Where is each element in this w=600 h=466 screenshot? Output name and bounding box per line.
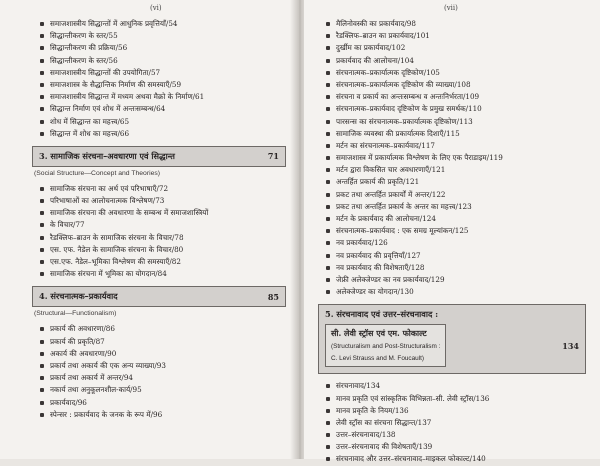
toc-entry: रैडक्लिफ–ब्राउन के सामाजिक संरचना के विचार/78 — [38, 232, 286, 244]
toc-entry: एस. एफ. नैडेल के सामाजिक संरचना के विचार/80 — [38, 244, 286, 256]
chapter-subtitle-line: (Structuralism and Post-Structuralism : — [331, 343, 441, 351]
toc-entry: समाजशास्त्रीय सिद्धान्तों में आधुनिक प्रवृत्तियाँ/54 — [38, 18, 286, 30]
toc-entry: अलेक्जेण्डर का योगदान/130 — [324, 286, 586, 298]
toc-entry: समाजशास्त्रीय सिद्धान्त में मध्यम अथवा मैक्रो के निर्माण/61 — [38, 91, 286, 103]
toc-entry: संरचनात्मक–प्रकार्यात्मक दृष्टिकोण की व्याख्या/108 — [324, 79, 586, 91]
chapter-inner-title: सी. लेवी स्ट्रॉस एवं एम. फोकाल्ट — [331, 328, 427, 339]
toc-list — [38, 183, 286, 281]
chapter-subtitle: (Structural—Functionalism) — [34, 310, 117, 318]
toc-entry: अकार्य की अवधारणा/90 — [38, 348, 286, 360]
toc-entry: सिद्धान्तीकरण की प्रक्रिया/56 — [38, 42, 286, 54]
toc-entry: मैलिनोवस्की का प्रकार्यवाद/98 — [324, 18, 586, 30]
chapter-subtitle-box — [325, 324, 446, 367]
toc-entry: एस.एफ. नैडेल–भूमिका विश्लेषण की समस्याएँ/82 — [38, 256, 286, 268]
page-number: (vii) — [444, 4, 458, 12]
toc-entry: नव प्रकार्यवाद की विशेषताएँ/128 — [324, 262, 586, 274]
toc-list — [324, 18, 586, 298]
toc-entry: नकार्य तथा अनुकूलनशील-कार्य/95 — [38, 384, 286, 396]
chapter-subtitle: (Social Structure—Concept and Theories) — [34, 169, 161, 177]
toc-list — [38, 18, 286, 140]
chapter-subtitle-line: C. Levi Strauss and M. Foucault) — [331, 355, 425, 363]
toc-entry: अन्तर्हित प्रकार्य की प्रकृति/121 — [324, 176, 586, 188]
toc-entry: प्रकार्यवाद की आलोचना/104 — [324, 55, 586, 67]
chapter-title: 5. संरचनावाद एवं उत्तर–संरचनावाद : — [325, 309, 439, 320]
toc-entry: संरचनात्मक–प्रकार्यवाद दृष्टिकोण के प्रमुख समर्थक/110 — [324, 103, 586, 115]
toc-entry: जेफ्री अलेक्जेण्डर का नव प्रकार्यवाद/129 — [324, 274, 586, 286]
toc-entry: संरचनात्मक–प्रकार्यवाद : एक समग्र मूल्यांकन/125 — [324, 225, 586, 237]
toc-entry: प्रकार्य की प्रकृति/87 — [38, 336, 286, 348]
toc-entry: उत्तर–संरचनावाद/138 — [324, 429, 586, 441]
toc-entry: के विचार/77 — [38, 219, 286, 231]
toc-entry: संरचनावाद/134 — [324, 380, 586, 392]
left-page — [0, 0, 296, 459]
chapter-page: 85 — [267, 291, 279, 302]
chapter-title: 3. सामाजिक संरचना–अवधारणा एवं सिद्धान्त — [39, 150, 175, 161]
chapter-title: 4. संरचनात्मक–प्रकार्यवाद — [39, 291, 118, 302]
toc-entry: नव प्रकार्यवाद की प्रवृत्तियाँ/127 — [324, 250, 586, 262]
toc-entry: सिद्धान्त निर्माण एवं शोध में अन्तःसम्बन्ध/64 — [38, 103, 286, 115]
toc-entry: नव प्रकार्यवाद/126 — [324, 237, 586, 249]
page-number: (vi) — [150, 4, 162, 12]
toc-entry: मर्टन का संरचनात्मक–प्रकार्यवाद/117 — [324, 140, 586, 152]
toc-entry: सामाजिक व्यवस्था की प्रकार्यात्मक दिशाएँ/115 — [324, 128, 586, 140]
chapter-heading — [32, 146, 286, 177]
toc-entry: प्रकार्यवाद/96 — [38, 397, 286, 409]
toc-entry: समाजशास्त्र के सैद्धान्तिक निर्माण की समस्याएँ/59 — [38, 79, 286, 91]
toc-entry: रैडक्लिफ–ब्राउन का प्रकार्यवाद/101 — [324, 30, 586, 42]
toc-entry: सिद्धान्तीकरण के स्तर/56 — [38, 55, 286, 67]
toc-entry: संरचना व प्रकार्य का अन्तःसम्बन्ध व अन्तःनिर्भरता/109 — [324, 91, 586, 103]
toc-entry: पारसन्स का संरचनात्मक–प्रकार्यात्मक दृष्टिकोण/113 — [324, 116, 586, 128]
toc-entry: सामाजिक संरचना का अर्थ एवं परिभाषाएँ/72 — [38, 183, 286, 195]
toc-entry: मर्टन के प्रकार्यवाद की आलोचना/124 — [324, 213, 586, 225]
toc-list — [324, 380, 586, 465]
toc-entry: सामाजिक संरचना में भूमिका का योगदान/84 — [38, 268, 286, 280]
toc-entry: प्रकार्य की अवधारणा/86 — [38, 323, 286, 335]
chapter-page: 134 — [562, 340, 579, 351]
chapter-heading — [318, 304, 586, 374]
toc-entry: मानव प्रकृति एवं सांस्कृतिक विभिन्नता–सी. लेवी स्ट्रॉस/136 — [324, 393, 586, 405]
toc-entry: प्रकार्य तथा अकार्य की एक अन्य व्याख्या/93 — [38, 360, 286, 372]
toc-entry: मर्टन द्वारा विकसित चार अवधारणाएँ/121 — [324, 164, 586, 176]
right-page — [304, 0, 600, 464]
chapter-page: 71 — [267, 151, 279, 162]
toc-entry: दुर्खीम का प्रकार्यवाद/102 — [324, 42, 586, 54]
toc-entry: सिद्धान्तीकरण के स्तर/55 — [38, 30, 286, 42]
toc-entry: लेवी स्ट्रॉस का संरचना सिद्धान्त/137 — [324, 417, 586, 429]
toc-entry: प्रकट तथा अन्तर्हित प्रकार्यों में अन्तर/122 — [324, 189, 586, 201]
toc-entry: शोध में सिद्धान्त का महत्त्व/65 — [38, 116, 286, 128]
chapter-heading — [32, 286, 286, 317]
toc-entry: उत्तर–संरचनावाद की विशेषताएँ/139 — [324, 441, 586, 453]
toc-entry: सामाजिक संरचना की अवधारणा के सम्बन्ध में समाजशास्त्रियों — [38, 207, 286, 219]
toc-entry: समाजशास्त्र में प्रकार्यात्मक विश्लेषण के लिए एक पैराडाइम/119 — [324, 152, 586, 164]
toc-entry: मानव प्रकृति के नियम/136 — [324, 405, 586, 417]
toc-entry: संरचनात्मक–प्रकार्यात्मक दृष्टिकोण/105 — [324, 67, 586, 79]
toc-entry: संरचनावाद और उत्तर–संरचनावाद–माइकल फोकाल्ट/140 — [324, 453, 586, 465]
toc-entry: प्रकार्य तथा अकार्य में अन्तर/94 — [38, 372, 286, 384]
toc-entry: प्रकट तथा अन्तर्हित प्रकार्य के अन्तर का महत्त्व/123 — [324, 201, 586, 213]
toc-entry: सिद्धान्त में शोध का महत्त्व/66 — [38, 128, 286, 140]
toc-list — [38, 323, 286, 421]
toc-entry: समाजशास्त्रीय सिद्धान्तों की उपयोगिता/57 — [38, 67, 286, 79]
toc-entry: स्पेन्सर : प्रकार्यवाद के जनक के रूप में/96 — [38, 409, 286, 421]
toc-entry: परिभाषाओं का आलोचनात्मक विश्लेषण/73 — [38, 195, 286, 207]
